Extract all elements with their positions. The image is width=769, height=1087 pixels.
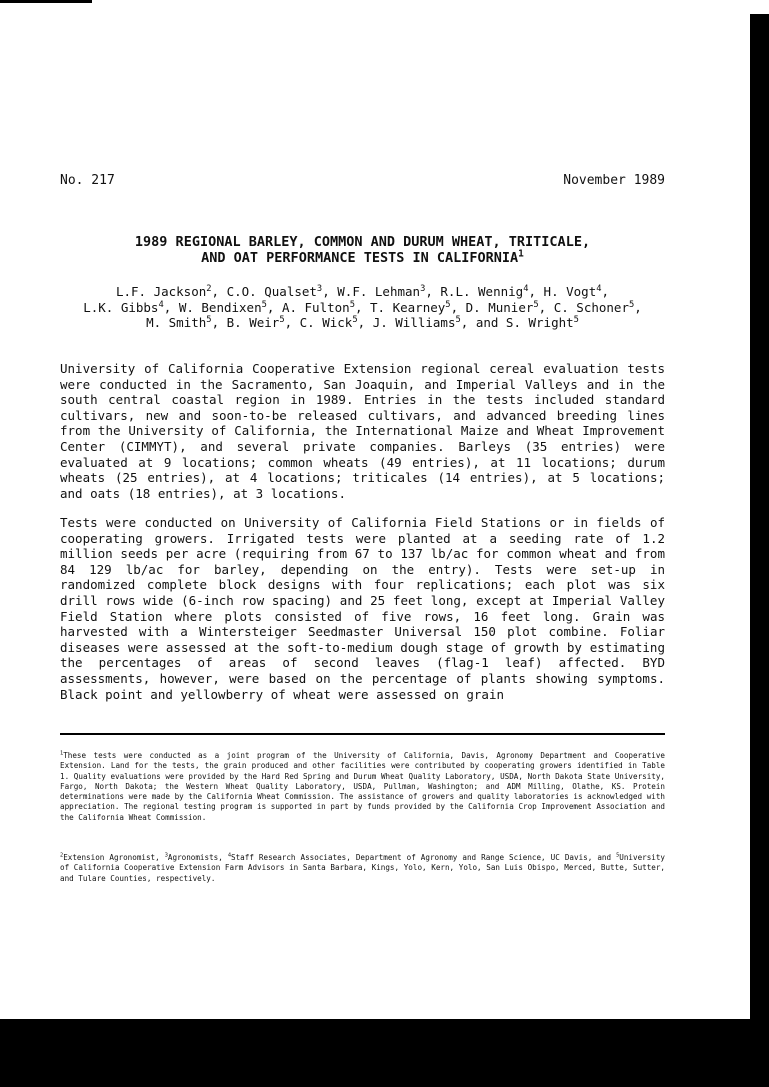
document-title xyxy=(60,234,665,266)
author: L.F. Jackson xyxy=(115,284,207,299)
author: L.K. Gibbs xyxy=(83,299,159,315)
author-separator: , xyxy=(538,299,554,315)
author-separator: , xyxy=(322,284,338,299)
author-affiliation-mark: 5 xyxy=(206,314,212,325)
author: D. Munier xyxy=(465,299,534,315)
author-affiliation-mark: 4 xyxy=(158,299,164,310)
author-affiliation-mark: 5 xyxy=(573,314,579,325)
author-line-3 xyxy=(60,315,665,331)
author: A. Fulton xyxy=(281,299,350,315)
footnote-1 xyxy=(60,751,665,823)
footnote-1-text: These tests were conducted as a joint program of the University of California, Davis, Agronomy Department and Cooperative Extension. Land for the tests, the grain produced and other facilities were contributed by cooperating growers identified in Table 1. Quality evaluations were provided by the Hard Red Spring and Durum Wheat Quality Laboratory, USDA, North Dakota State University, Fargo, North Dakota; the Western Wheat Quality Laboratory, USDA, Pullman, Washington; and ADM Milling, Olathe, KS. Protein determinations were made by the California Wheat Commission. The assistance of growers and quality laboratories is acknowledged with appreciation. The regional testing program is supported in part by funds provided by the California Crop Improvement Association and the California Wheat Commission. xyxy=(60,751,665,822)
scan-right-border xyxy=(750,14,769,1019)
author-affiliation-mark: 5 xyxy=(455,314,461,325)
footnote-divider xyxy=(60,733,665,735)
footnote-2-text-c: Staff Research Associates, Department of Agronomy and Range Science, UC Davis, and xyxy=(231,853,617,862)
author: R.L. Wennig xyxy=(440,284,524,299)
body-paragraph-1: University of California Cooperative Extension regional cereal evaluation tests were conducted in the Sacramento, San Joaquin, and Imperial Valleys and in the south central coastal region in 1989. Entries in the tests included standard cultivars, new and soon-to-be released cultivars, and advanced breeding lines from the University of California, the International Maize and Wheat Improvement Center (CIMMYT), and several private companies. Barleys (35 entries) were evaluated at 9 locations; common wheats (49 entries), at 11 locations; durum wheats (25 entries), at 4 locations; triticales (14 entries), at 5 locations; and oats (18 entries), at 3 locations. xyxy=(60,361,665,501)
author: C. Schoner xyxy=(553,299,629,315)
author-separator: , xyxy=(528,284,544,299)
author-separator: , xyxy=(211,284,227,299)
footnote-3-mark: 3 xyxy=(164,852,168,859)
author-affiliation-mark: 5 xyxy=(533,299,539,310)
author: J. Williams xyxy=(372,315,456,330)
footnote-2-text-d: University of California Cooperative Extension Farm Advisors in Santa Barbara, Kings, Yolo, Kern, Yolo, San Luis Obispo, Merced, Butte, Sutter, and Tulare Counties, respectively. xyxy=(60,853,665,883)
author-affiliation-mark: 2 xyxy=(206,283,212,294)
scan-top-mark xyxy=(0,0,92,3)
footnote-2-text-b: Agronomists, xyxy=(167,853,228,862)
author-separator: , xyxy=(284,315,300,330)
author-separator: , xyxy=(425,284,441,299)
author: C.O. Qualset xyxy=(226,284,317,299)
author-affiliation-mark: 4 xyxy=(523,283,529,294)
author-line-2 xyxy=(60,300,665,316)
author-separator: , xyxy=(163,299,179,315)
author-separator: , xyxy=(266,299,282,315)
author: C. Wick xyxy=(299,315,353,330)
author-separator: , xyxy=(357,315,373,330)
footnote-2-mark: 2 xyxy=(60,852,64,859)
author: H. Vogt xyxy=(543,284,597,299)
footnote-4-mark: 4 xyxy=(227,852,232,859)
author-list xyxy=(60,284,665,331)
author: W.F. Lehman xyxy=(337,284,421,299)
title-line-1: 1989 REGIONAL BARLEY, COMMON AND DURUM WHEAT, TRITICALE, xyxy=(134,234,591,250)
author-affiliation-mark: 5 xyxy=(352,314,358,325)
body-paragraph-2: Tests were conducted on University of California Field Stations or in fields of cooperating growers. Irrigated tests were planted at a seeding rate of 1.2 million seeds per acre (requiring from 67 to 137 lb/ac for common wheat and from 84 129 lb/ac for barley, depending on the entry). Tests were set-up in randomized complete block designs with four replications; each plot was six drill rows wide (6-inch row spacing) and 25 feet long, except at Imperial Valley Field Station where plots consisted of five rows, 16 feet long. Grain was harvested with a Wintersteiger Seedmaster Universal 150 plot combine. Foliar diseases were assessed at the soft-to-medium dough stage of growth by estimating the percentages of areas of second leaves (flag-1 leaf) affected. BYD assessments, however, were based on the percentage of plants showing symptoms. Black point and yellowberry of wheat were assessed on grain xyxy=(60,515,665,702)
author-affiliation-mark: 3 xyxy=(420,283,426,294)
author-affiliation-mark: 5 xyxy=(349,299,355,310)
footnote-2-text-a: Extension Agronomist, xyxy=(63,853,165,862)
author-separator: , xyxy=(634,299,642,315)
scan-bottom-band xyxy=(0,1019,769,1087)
author-separator: , xyxy=(601,284,610,299)
author: S. Wright xyxy=(505,315,574,330)
author-affiliation-mark: 5 xyxy=(279,314,285,325)
title-line-2-text: AND OAT PERFORMANCE TESTS IN CALIFORNIA xyxy=(201,250,519,266)
author: M. Smith xyxy=(146,315,207,330)
author-affiliation-mark: 4 xyxy=(596,283,602,294)
report-date: November 1989 xyxy=(563,173,665,188)
author-affiliation-mark: 5 xyxy=(261,299,267,310)
author: W. Bendixen xyxy=(178,299,262,315)
author-affiliation-mark: 5 xyxy=(445,299,451,310)
title-line-2 xyxy=(60,250,665,266)
author-affiliation-mark: 5 xyxy=(628,299,635,310)
report-number: No. 217 xyxy=(60,173,115,188)
footnote-2 xyxy=(60,853,665,884)
footnote-5-mark: 5 xyxy=(616,852,620,859)
author-line-1 xyxy=(60,284,665,300)
author-separator: , and xyxy=(460,315,506,330)
author-separator: , xyxy=(450,299,466,315)
author: B. Weir xyxy=(226,315,280,330)
footnote-1-mark: 1 xyxy=(60,750,64,757)
author-affiliation-mark: 3 xyxy=(316,283,323,294)
author: T. Kearney xyxy=(370,299,446,315)
author-separator: , xyxy=(354,299,371,315)
author-separator: , xyxy=(211,315,227,330)
title-footnote-mark: 1 xyxy=(518,248,524,260)
